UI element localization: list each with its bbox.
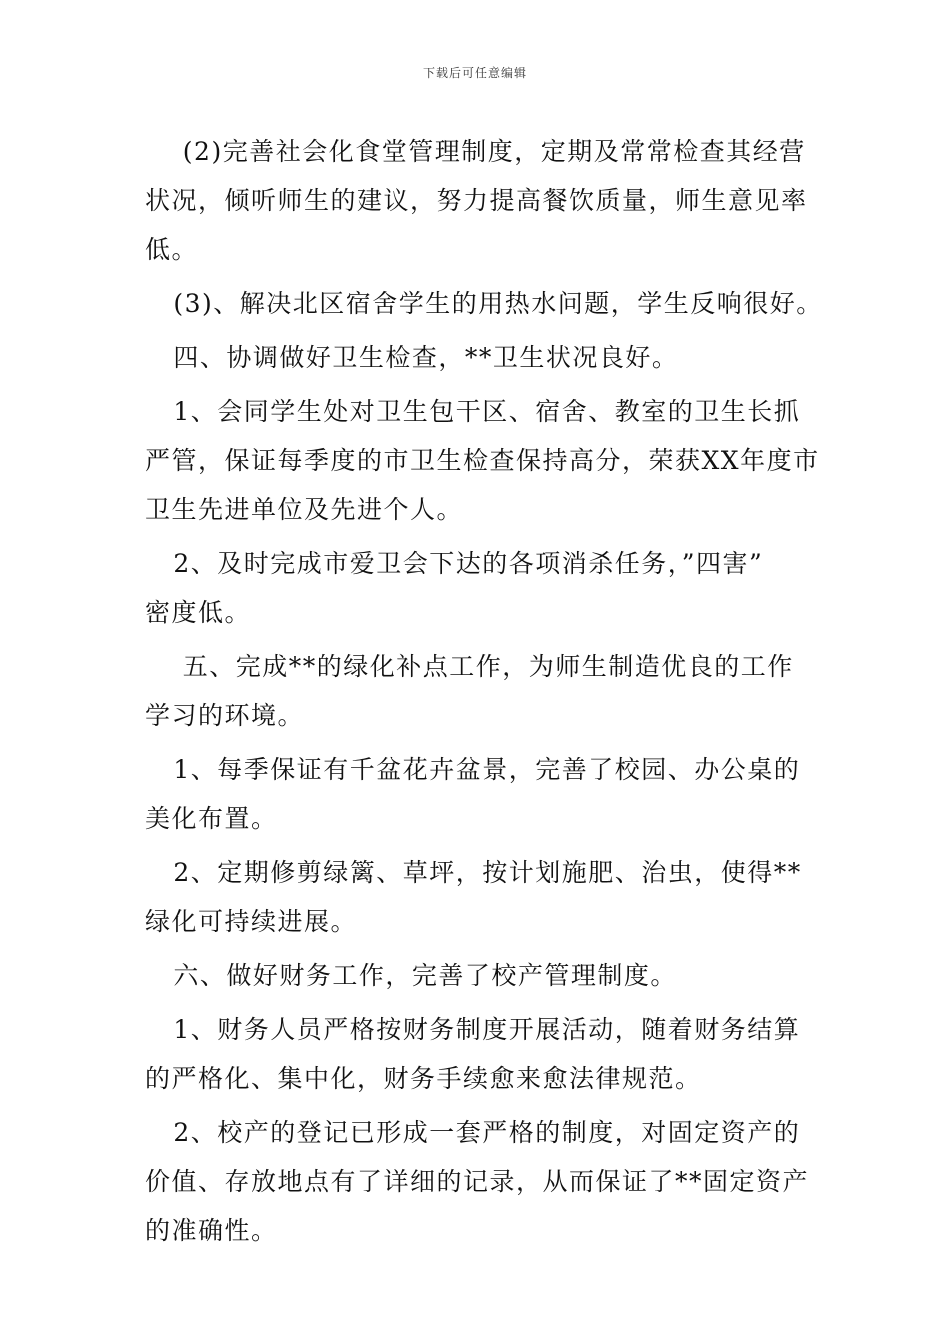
paragraph-line: 密度低。 bbox=[145, 598, 252, 627]
paragraph-line: 的准确性。 bbox=[145, 1216, 278, 1245]
paragraph-line: 价值、存放地点有了详细的记录，从而保证了**固定资产 bbox=[145, 1167, 810, 1196]
paragraph-line: 1、会同学生处对卫生包干区、宿舍、教室的卫生长抓 bbox=[145, 397, 801, 426]
paragraph-line: 学习的环境。 bbox=[145, 701, 305, 730]
paragraph-line: 2、校产的登记已形成一套严格的制度，对固定资产的 bbox=[145, 1118, 801, 1147]
paragraph-line: (2)完善社会化食堂管理制度，定期及常常检查其经营 bbox=[145, 137, 806, 166]
paragraph-line: 1、每季保证有千盆花卉盆景，完善了校园、办公桌的 bbox=[145, 755, 801, 784]
paragraph-line: 1、财务人员严格按财务制度开展活动，随着财务结算 bbox=[145, 1015, 801, 1044]
section-heading: 六、做好财务工作，完善了校产管理制度。 bbox=[145, 961, 677, 990]
paragraph-line: 卫生先进单位及先进个人。 bbox=[145, 495, 464, 524]
section-heading: 四、协调做好卫生检查，**卫生状况良好。 bbox=[145, 343, 679, 372]
paragraph-line: (3)、解决北区宿舍学生的用热水问题，学生反响很好。 bbox=[145, 289, 823, 318]
paragraph-line: 美化布置。 bbox=[145, 804, 278, 833]
paragraph-line: 的严格化、集中化，财务手续愈来愈法律规范。 bbox=[145, 1064, 702, 1093]
paragraph-line: 状况，倾听师生的建议，努力提高餐饮质量，师生意见率 bbox=[145, 186, 808, 215]
paragraph-line: 低。 bbox=[145, 235, 199, 264]
paragraph-line: 严管，保证每季度的市卫生检查保持高分，荣获XX年度市 bbox=[145, 446, 820, 475]
section-heading: 五、完成**的绿化补点工作，为师生制造优良的工作 bbox=[145, 652, 794, 681]
page-header: 下载后可任意编辑 bbox=[422, 66, 527, 80]
paragraph-line: 2、及时完成市爱卫会下达的各项消杀任务，”四害” bbox=[145, 549, 764, 578]
document-body bbox=[145, 127, 823, 1255]
paragraph-line: 2、定期修剪绿篱、草坪，按计划施肥、治虫，使得** bbox=[145, 858, 802, 887]
paragraph-line: 绿化可持续进展。 bbox=[145, 907, 358, 936]
